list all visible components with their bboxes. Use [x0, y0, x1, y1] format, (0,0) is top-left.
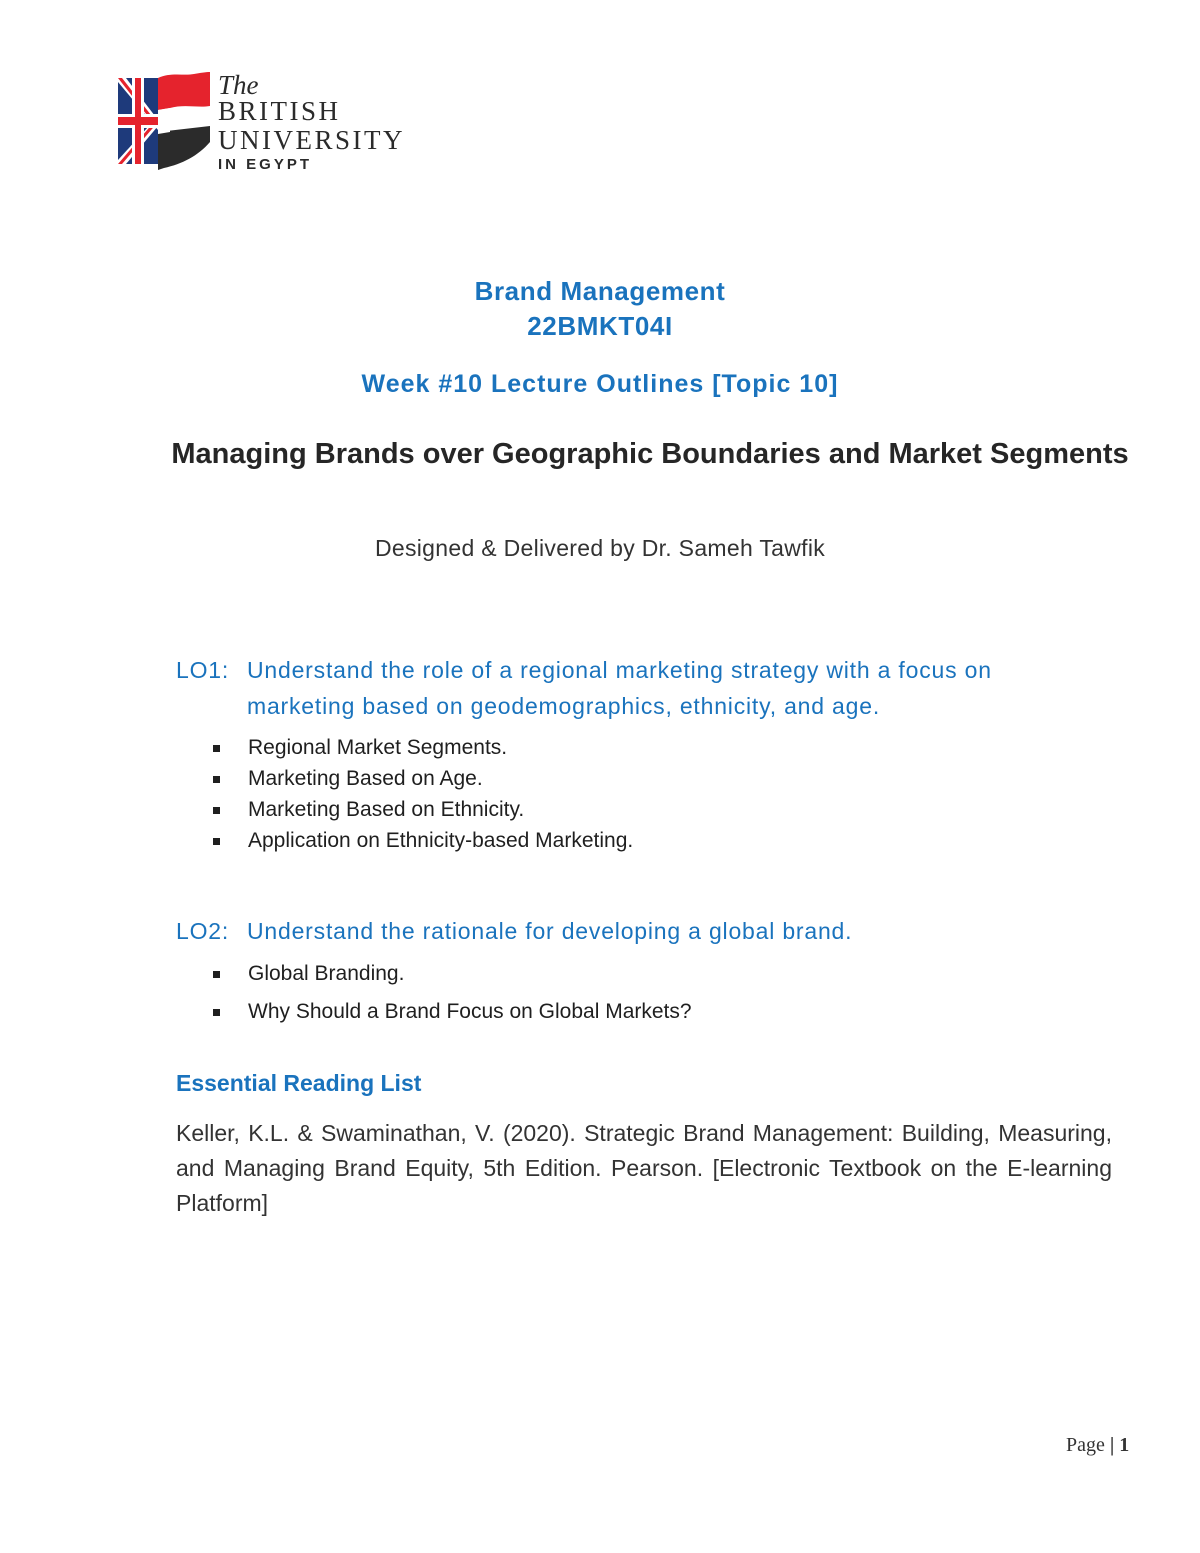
- lo2-topic-list: [213, 955, 692, 1031]
- author-line: Designed & Delivered by Dr. Sameh Tawfik: [374, 535, 826, 561]
- list-item-text: Global Branding.: [248, 962, 405, 985]
- bullet-square-icon: [213, 807, 220, 814]
- reading-list-reference: Keller, K.L. & Swaminathan, V. (2020). Strategic Brand Management: Building, Measuring, and Managing Brand Equity, 5th Edition. Pearson. [Electronic Textbook on the E-learning Platform]: [176, 1120, 1112, 1216]
- bullet-square-icon: [213, 776, 220, 783]
- list-item: [213, 732, 633, 763]
- page-number: 1: [1119, 1434, 1130, 1456]
- list-item-text: Application on Ethnicity-based Marketing.: [248, 829, 634, 852]
- logo-the: The: [218, 70, 259, 100]
- bullet-square-icon: [213, 971, 220, 978]
- course-code: 22BMKT04I: [527, 311, 673, 341]
- page-footer: [1066, 1434, 1129, 1457]
- page-separator: |: [1109, 1434, 1115, 1456]
- learning-outcome-id: LO2:: [176, 918, 230, 944]
- logo-university: UNIVERSITY: [218, 125, 405, 155]
- learning-outcome-text-continued: marketing based on geodemographics, ethnicity, and age.: [247, 693, 881, 719]
- learning-outcome-1: [176, 652, 1116, 724]
- learning-outcome-text: Understand the role of a regional marketing strategy with a focus on: [247, 657, 992, 683]
- list-item-text: Regional Market Segments.: [248, 736, 508, 759]
- list-item-text: Marketing Based on Age.: [248, 767, 483, 790]
- list-item-text: Marketing Based on Ethnicity.: [248, 798, 525, 821]
- list-item: [213, 794, 633, 825]
- learning-outcome-text: Understand the rationale for developing a global brand.: [247, 918, 853, 944]
- bullet-square-icon: [213, 838, 220, 845]
- bullet-square-icon: [213, 745, 220, 752]
- logo-in-egypt: IN EGYPT: [218, 156, 313, 173]
- list-item: [213, 955, 692, 993]
- learning-outcome-2: [176, 913, 1116, 949]
- main-title: Managing Brands over Geographic Boundaries and Market Segments: [171, 438, 1129, 470]
- logo-british: BRITISH: [218, 96, 341, 126]
- list-item: [213, 825, 633, 856]
- learning-outcome-id: LO1:: [176, 657, 230, 683]
- university-emblem-icon: [118, 72, 210, 170]
- page-label: Page: [1066, 1434, 1105, 1456]
- list-item-text: Why Should a Brand Focus on Global Markets?: [248, 1000, 692, 1023]
- university-logo: [118, 72, 418, 172]
- course-title: Brand Management: [474, 276, 726, 306]
- reading-list-heading: Essential Reading List: [176, 1070, 422, 1096]
- logo-wordmark: [218, 72, 405, 173]
- lo1-topic-list: [213, 732, 633, 856]
- list-item: [213, 993, 692, 1031]
- list-item: [213, 763, 633, 794]
- bullet-square-icon: [213, 1009, 220, 1016]
- week-heading: Week #10 Lecture Outlines [Topic 10]: [361, 370, 839, 398]
